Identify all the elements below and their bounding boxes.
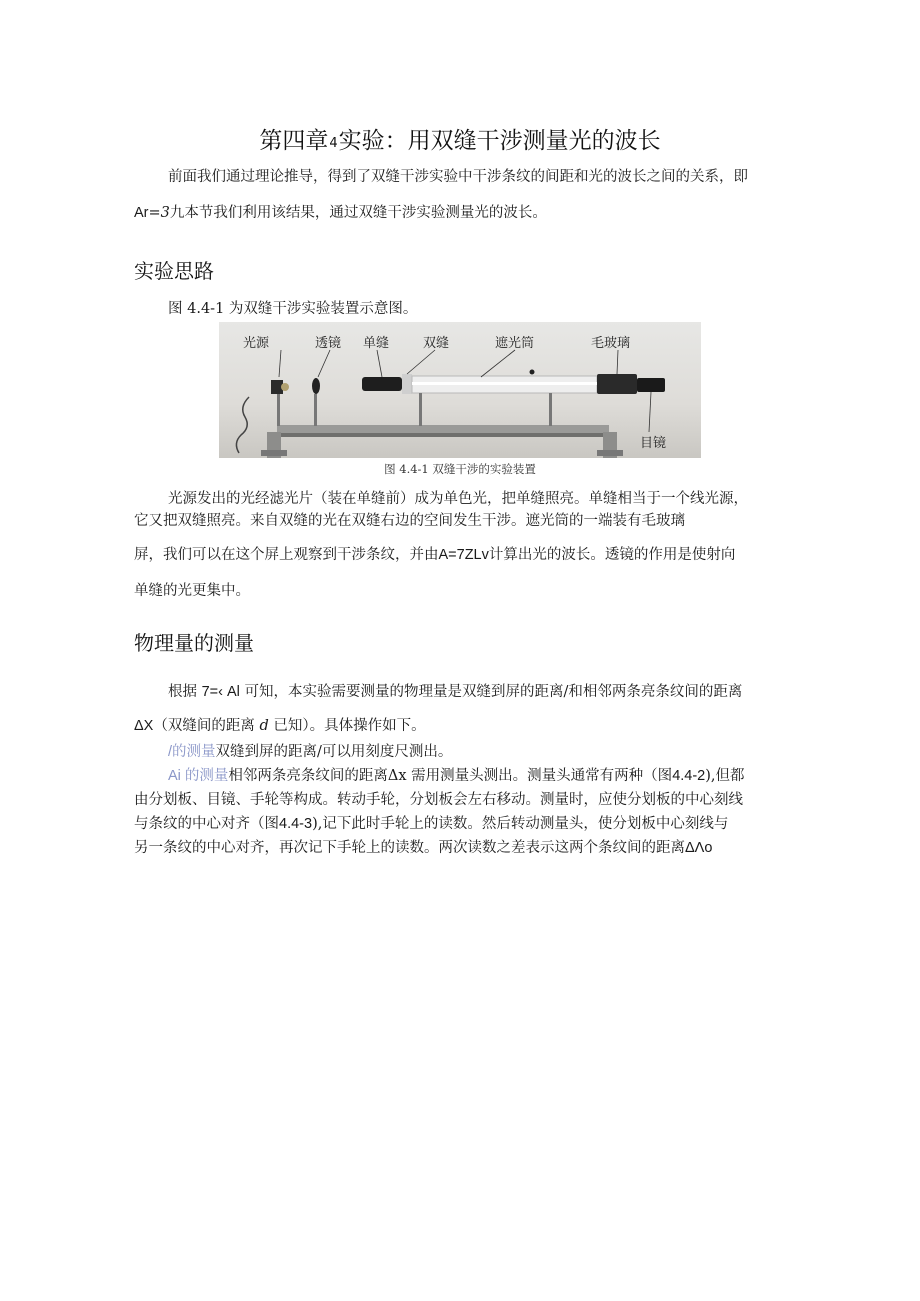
delta-lambda-symbol: ΔΛo xyxy=(685,840,713,856)
item2-line3-b: ),记下此时手轮上的读数。然后转动测量头，使分划板中心刻线与 xyxy=(312,816,729,832)
label-eyepiece: 目镜 xyxy=(640,436,667,451)
title-number: 4 xyxy=(329,136,338,151)
figure-ref-4-4-3: 4.4-3 xyxy=(279,816,313,832)
figure-ref-4-4-2: 4.4-2 xyxy=(672,768,706,784)
para1-line3-a: 屏，我们可以在这个屏上观察到干涉条纹，并由 xyxy=(134,547,439,563)
ground-glass-part xyxy=(597,374,637,394)
section-heading-measurement: 物理量的测量 xyxy=(134,631,254,655)
label-shade-tube: 遮光筒 xyxy=(495,336,535,351)
wavelength-formula: A=7ZLv xyxy=(438,547,489,563)
measure-item-dx-line3 xyxy=(134,814,728,834)
eyepiece-part xyxy=(637,378,665,392)
measure-item-dx-line4 xyxy=(134,838,712,858)
para2-line1 xyxy=(168,682,742,702)
label-single-slit: 单缝 xyxy=(363,336,390,351)
title-main: 实验：用双缝干涉测量光的波长 xyxy=(338,128,661,154)
para1-line2: 它又把双缝照亮。来自双缝的光在双缝右边的空间发生干涉。遮光筒的一端装有毛玻璃 xyxy=(134,513,685,529)
intro-formula-b: =3 xyxy=(148,205,170,221)
label-light-source: 光源 xyxy=(243,336,270,351)
lens-part xyxy=(312,378,320,394)
measure-item-dx-line1 xyxy=(168,766,745,786)
title-chapter: 第四章 xyxy=(259,128,329,154)
item2-text-b: ),但都 xyxy=(705,768,745,784)
section-heading-idea: 实验思路 xyxy=(134,259,214,283)
item2-label: Ai 的测量 xyxy=(168,768,229,784)
label-ground-glass: 毛玻璃 xyxy=(591,336,631,351)
item1-text: 双缝到屏的距离/可以用刻度尺测出。 xyxy=(215,744,453,760)
item1-label: /的测量 xyxy=(168,744,216,760)
apparatus-figure xyxy=(219,322,701,458)
d-symbol: d xyxy=(259,718,269,734)
para2-line2-a: （双缝间的距离 xyxy=(153,718,255,734)
measure-item-dx-line2: 由分划板、目镜、手轮等构成。转动手轮，分划板会左右移动。测量时，应使分划板的中心刻线 xyxy=(134,792,743,808)
page-title xyxy=(0,122,920,155)
optical-bench xyxy=(277,425,609,433)
label-double-slit: 双缝 xyxy=(423,336,450,351)
intro-text: 九本节我们利用该结果，通过双缝干涉实验测量光的波长。 xyxy=(169,205,547,221)
para2-line1-b: 可知，本实验需要测量的物理量是双缝到屏的距离/和相邻两条亮条纹间的距离 xyxy=(244,684,743,700)
item2-line3-a: 与条纹的中心对齐（图 xyxy=(134,816,279,832)
intro-formula: Ar xyxy=(134,205,149,221)
para1-line3 xyxy=(134,545,735,565)
delta-x-symbol: ΔX xyxy=(134,718,154,734)
label-lens: 透镜 xyxy=(315,336,342,351)
item2-text: 相邻两条亮条纹间的距离Δx 需用测量头测出。测量头通常有两种（图 xyxy=(228,768,673,784)
para1-line1: 光源发出的光经滤光片（装在单缝前）成为单色光，把单缝照亮。单缝相当于一个线光源， xyxy=(168,491,748,507)
intro-paragraph-line2 xyxy=(134,203,547,223)
spacing-formula: 7=‹ Al xyxy=(201,684,240,700)
para1-line4: 单缝的光更集中。 xyxy=(134,583,250,599)
single-slit-tube xyxy=(362,377,402,391)
figure-intro: 图 4.4-1 为双缝干涉实验装置示意图。 xyxy=(168,301,418,317)
item2-line4-a: 另一条纹的中心对齐，再次记下手轮上的读数。两次读数之差表示这两个条纹间的距离 xyxy=(134,840,685,856)
intro-paragraph-line1: 前面我们通过理论推导，得到了双缝干涉实验中干涉条纹的间距和光的波长之间的关系，即 xyxy=(168,169,748,185)
figure-caption: 图 4.4-1 双缝干涉的实验装置 xyxy=(384,462,536,476)
measure-item-l xyxy=(168,742,452,762)
para2-line1-a: 根据 xyxy=(168,684,197,700)
para2-line2-b: 已知）。具体操作如下。 xyxy=(273,718,426,734)
para1-line3-b: 计算出光的波长。透镜的作用是使射向 xyxy=(488,547,736,563)
para2-line2 xyxy=(134,716,426,736)
